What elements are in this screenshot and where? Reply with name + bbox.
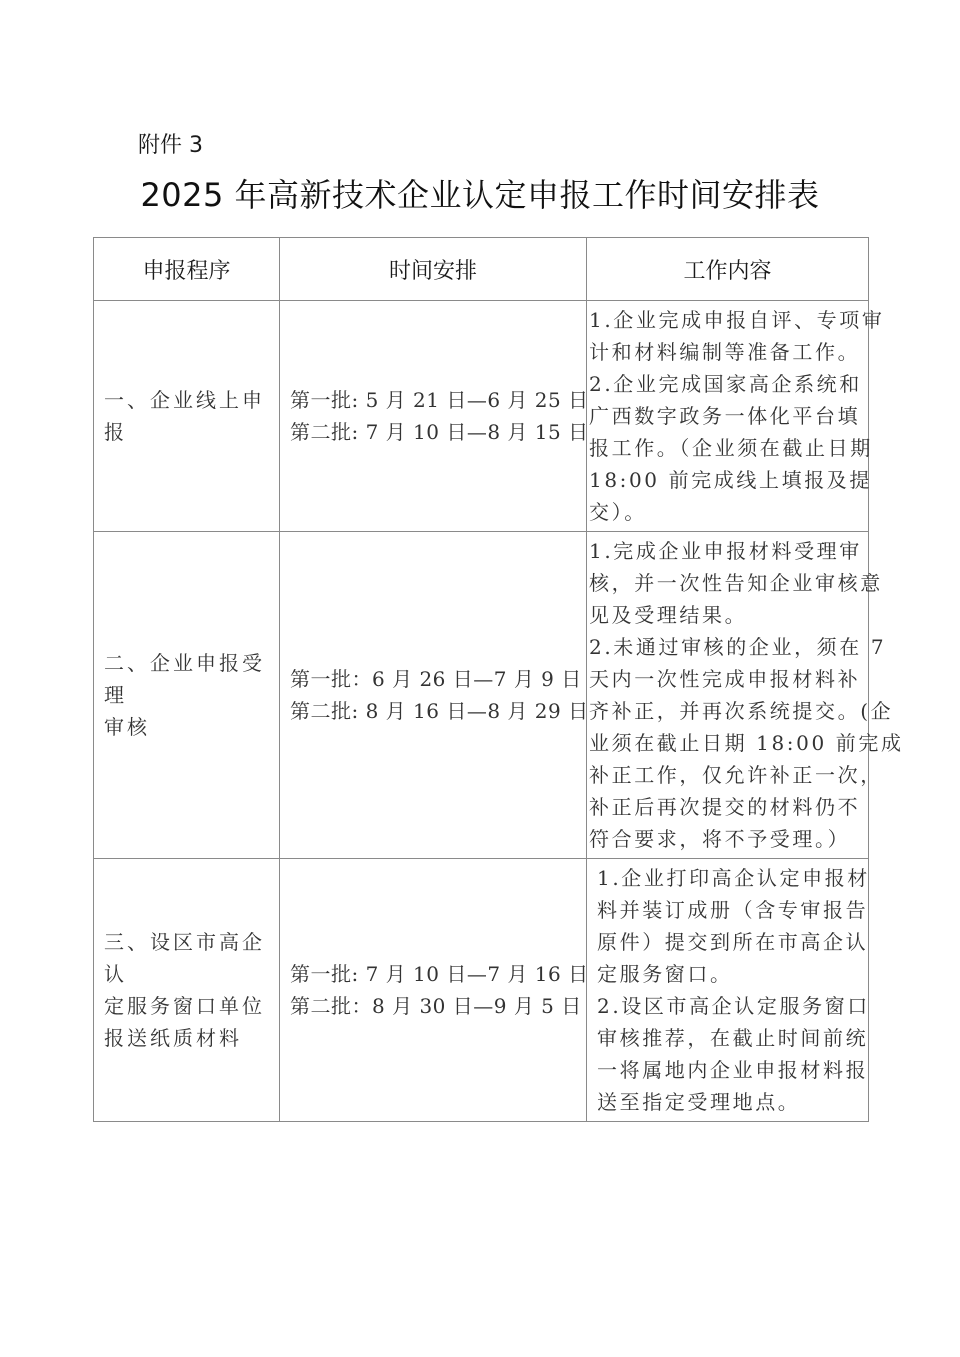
procedure-cell (94, 301, 280, 532)
procedure-line: 报送纸质材料 (104, 1026, 242, 1050)
batch-1-dates: 第一批: 7 月 10 日—7 月 16 日 (290, 962, 589, 986)
document-title: 2025 年高新技术企业认定申报工作时间安排表 (140, 176, 820, 214)
batch-2-dates: 第二批: 8 月 16 日—8 月 29 日 (290, 699, 589, 723)
batch-2-dates: 第二批：8 月 30 日—9 月 5 日 (290, 994, 582, 1018)
content-line: 核，并一次性告知企业审核意 (589, 571, 883, 595)
content-line: 天内一次性完成申报材料补 (589, 667, 861, 691)
header-schedule: 时间安排 (280, 238, 587, 301)
content-cell (587, 301, 885, 532)
content-line: 2.设区市高企认定服务窗口 (597, 994, 870, 1018)
header-content: 工作内容 (587, 238, 869, 301)
table-row (94, 301, 869, 532)
batch-1-dates: 第一批: 5 月 21 日—6 月 25 日 (290, 388, 589, 412)
schedule-cell (280, 532, 587, 859)
content-line: 1.企业完成申报自评、专项审 (589, 308, 885, 332)
procedure-cell (94, 859, 280, 1122)
content-cell (587, 859, 869, 1122)
procedure-cell (94, 532, 280, 859)
content-line: 补正工作，仅允许补正一次， (589, 763, 883, 787)
table-row (94, 532, 869, 859)
procedure-line: 二、企业申报受理 (104, 651, 265, 707)
content-line: 业须在截止日期 18:00 前完成 (589, 731, 904, 755)
schedule-cell (280, 301, 587, 532)
attachment-label: 附件 3 (138, 133, 203, 158)
content-line: 2.企业完成国家高企系统和 (589, 372, 862, 396)
procedure-line: 一、企业线上申报 (104, 388, 265, 444)
content-line: 2.未通过审核的企业，须在 7 (589, 635, 887, 659)
batch-2-dates: 第二批: 7 月 10 日—8 月 15 日 (290, 420, 589, 444)
content-line: 报工作。（企业须在截止日期 (589, 436, 873, 460)
content-line: 符合要求，将不予受理。） (589, 827, 851, 851)
content-line: 原件）提交到所在市高企认 (597, 930, 869, 954)
content-line: 见及受理结果。 (589, 603, 748, 627)
schedule-table (93, 237, 904, 1122)
content-line: 料并装订成册（含专审报告 (597, 898, 869, 922)
content-line: 交）。 (589, 500, 647, 524)
content-line: 计和材料编制等准备工作。 (589, 340, 861, 364)
content-line: 一将属地内企业申报材料报 (597, 1058, 869, 1082)
content-line: 补正后再次提交的材料仍不 (589, 795, 861, 819)
schedule-cell (280, 859, 587, 1122)
content-line: 广西数字政务一体化平台填 (589, 404, 861, 428)
content-line: 1.完成企业申报材料受理审 (589, 539, 862, 563)
content-line: 1.企业打印高企认定申报材 (597, 866, 870, 890)
header-procedure: 申报程序 (94, 238, 280, 301)
content-line: 送至指定受理地点。 (597, 1090, 801, 1114)
procedure-line: 审核 (104, 715, 150, 739)
content-line: 18:00 前完成线上填报及提 (589, 468, 872, 492)
content-line: 定服务窗口。 (597, 962, 733, 986)
content-line: 审核推荐，在截止时间前统 (597, 1026, 869, 1050)
procedure-line: 三、设区市高企认 (104, 930, 265, 986)
batch-1-dates: 第一批：6 月 26 日—7 月 9 日 (290, 667, 582, 691)
table-row (94, 859, 869, 1122)
content-line: 齐补正，并再次系统提交。(企 (589, 699, 894, 723)
procedure-line: 定服务窗口单位 (104, 994, 265, 1018)
content-cell (587, 532, 904, 859)
table-header-row (94, 238, 869, 301)
